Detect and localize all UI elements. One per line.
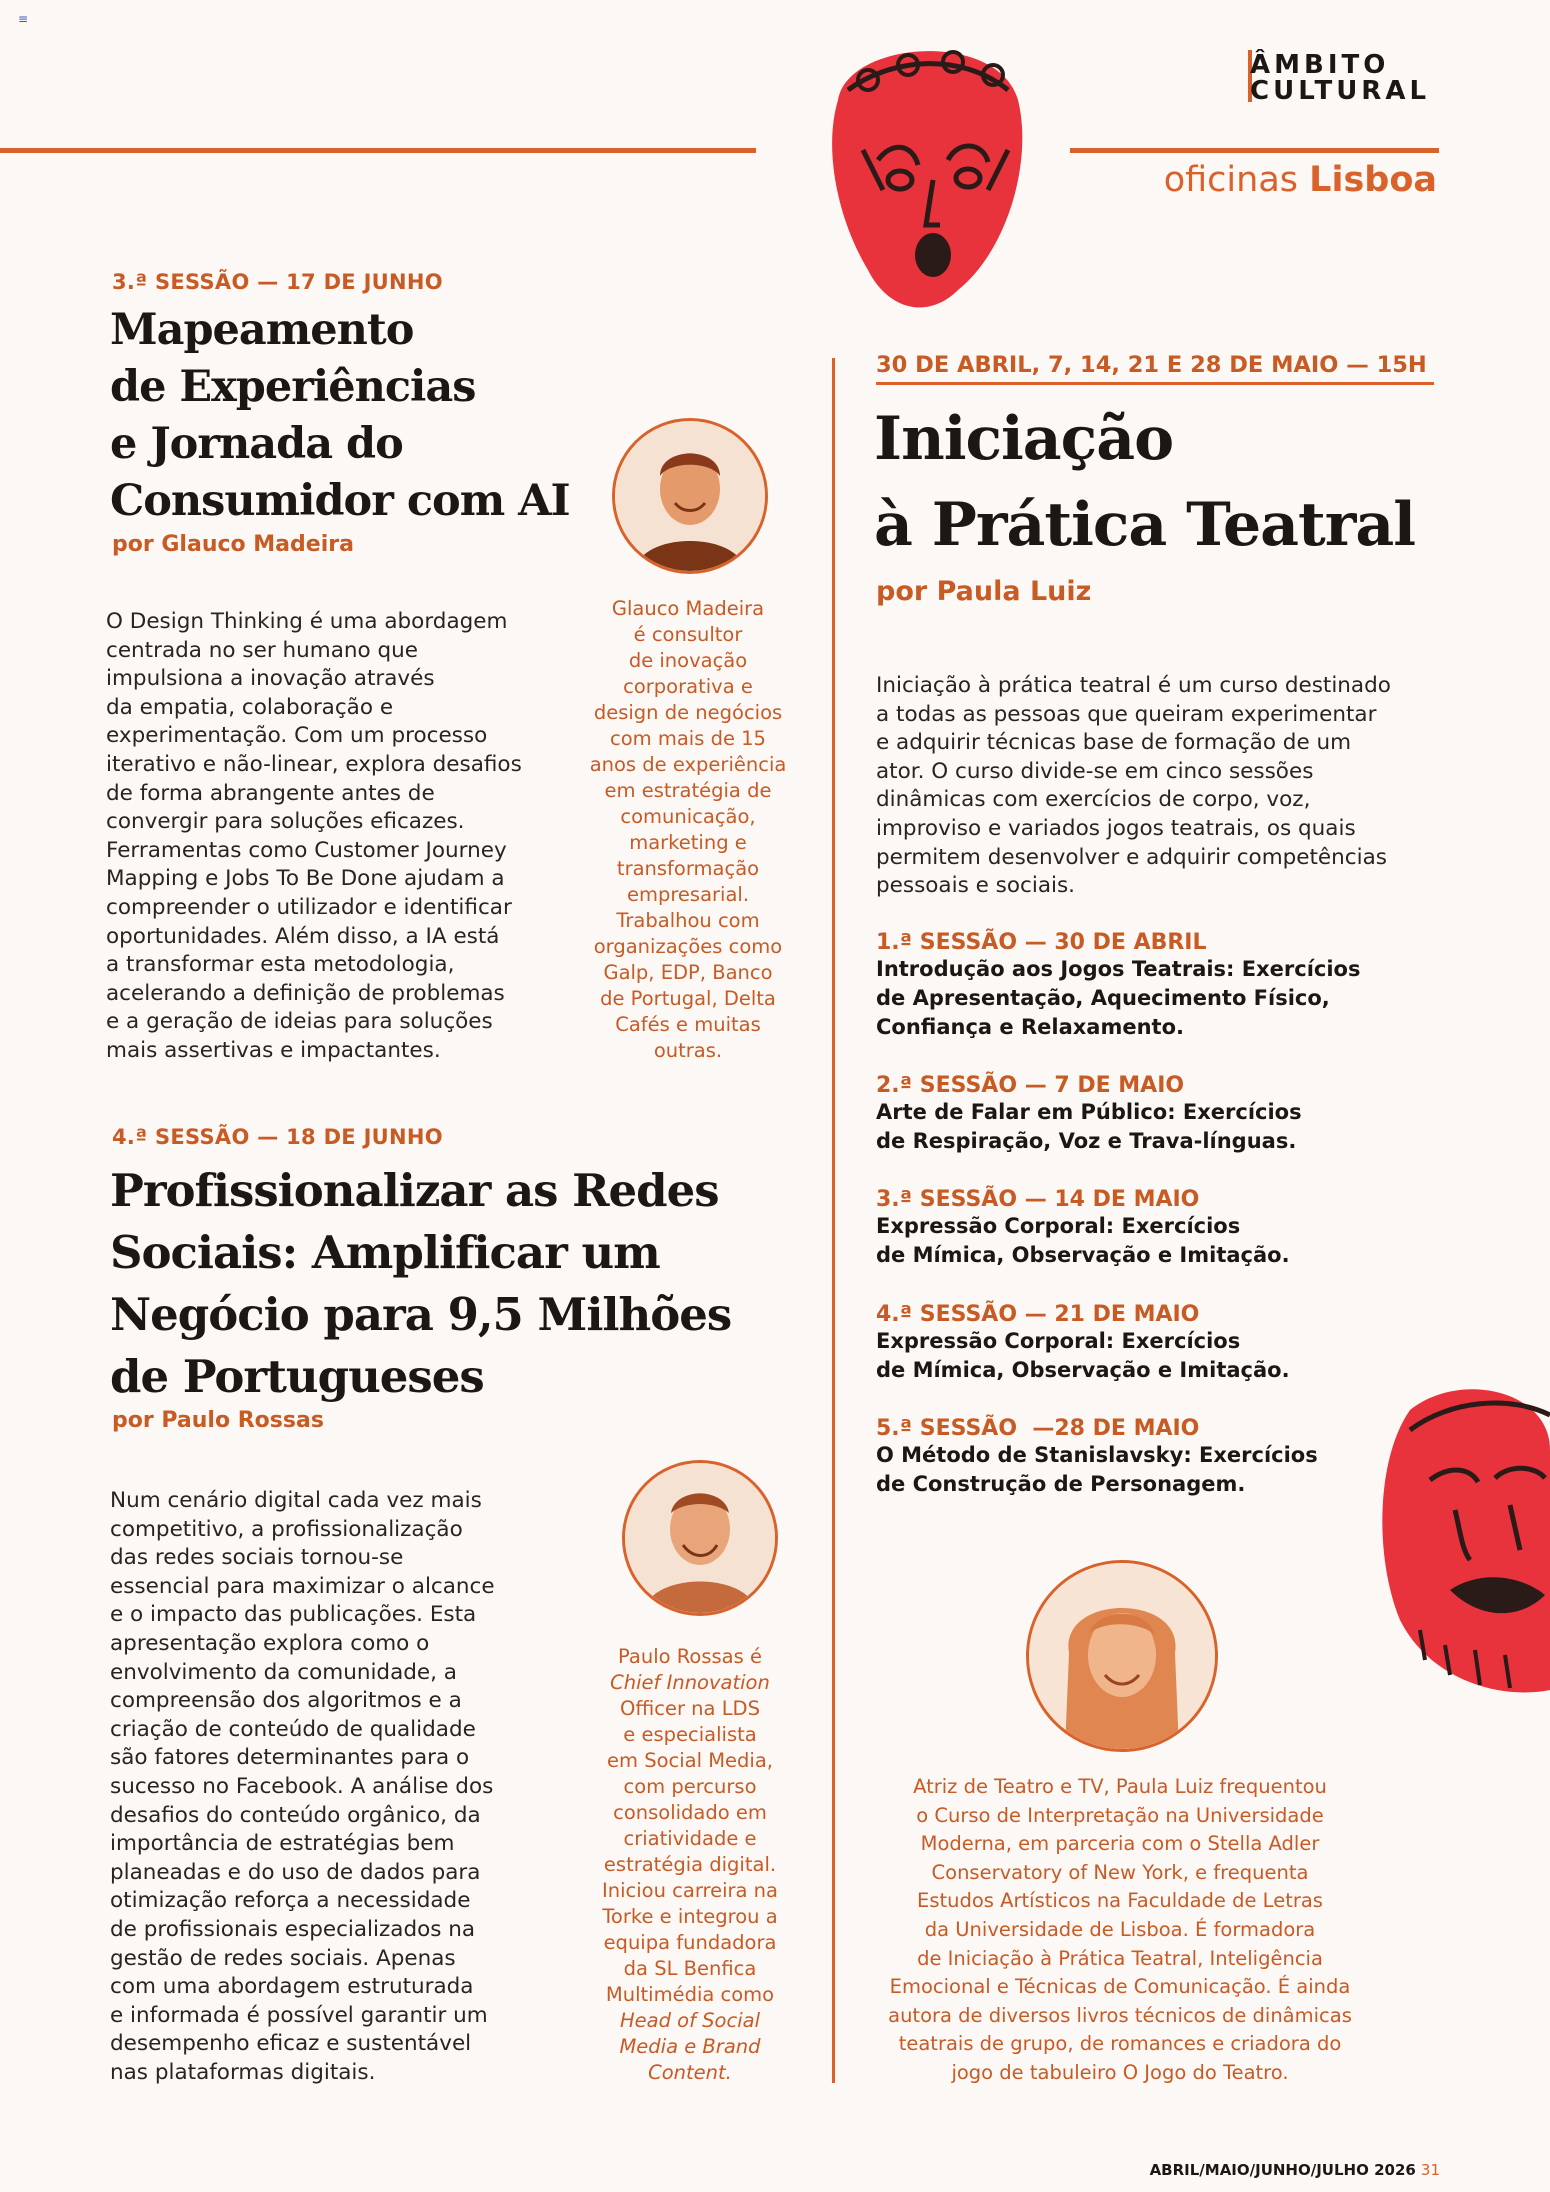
bio-line: Head of Social (620, 2009, 760, 2032)
title-line: de Experiências (110, 362, 476, 412)
body-line: criação de conteúdo de qualidade (110, 1716, 476, 1742)
bio-line: corporativa e (623, 675, 753, 698)
title-line: Consumidor com AI (110, 476, 570, 526)
bio-line: estratégia digital. (603, 1853, 777, 1876)
top-rule-right (1070, 148, 1439, 153)
bio-line: criatividade e (623, 1827, 757, 1850)
session-3-label: 3.ª SESSÃO — 17 DE JUNHO (112, 270, 443, 294)
bio-line: Glauco Madeira (611, 597, 765, 620)
intro-line: pessoais e sociais. (876, 873, 1076, 899)
body-line: oportunidades. Além disso, a IA está (106, 923, 500, 949)
body-line: de profissionais especializados na (110, 1916, 476, 1942)
bio-line: consolidado em (613, 1801, 767, 1824)
bio-line: Officer na LDS (620, 1697, 760, 1720)
bio-line: da SL Benfica (623, 1957, 757, 1980)
body-line: otimização reforça a necessidade (110, 1888, 471, 1914)
logo-line-2: CULTURAL (1250, 76, 1431, 106)
intro-line: ator. O curso divide-se em cinco sessões (876, 758, 1314, 784)
course-dates: 30 DE ABRIL, 7, 14, 21 E 28 DE MAIO — 15H (876, 352, 1427, 378)
body-line: experimentação. Com um processo (106, 723, 488, 749)
title-line: Mapeamento (110, 305, 414, 355)
intro-line: Iniciação à prática teatral é um curso destinado (876, 673, 1391, 698)
bio-line: com mais de 15 (610, 727, 766, 750)
title-line: Negócio para 9,5 Milhões (110, 1288, 732, 1341)
bio-line: Moderna, em parceria com o Stella Adler (920, 1832, 1320, 1856)
body-line: centrada no ser humano que (106, 637, 418, 663)
body-line: e informada é possível garantir um (110, 2002, 488, 2028)
body-line: importância de estratégias bem (110, 1831, 455, 1857)
body-line: nas plataformas digitais. (110, 2059, 376, 2085)
body-line: com uma abordagem estruturada (110, 1974, 474, 2000)
session-desc: Expressão Corporal: Exercícios (876, 1329, 1241, 1353)
session-desc: de Respiração, Voz e Trava-línguas. (876, 1129, 1297, 1153)
session-3-author: por Glauco Madeira (112, 532, 354, 557)
corner-mark: ≡ (18, 12, 29, 26)
bio-line: organizações como (593, 935, 783, 958)
bio-line: marketing e (629, 831, 747, 854)
session-desc: de Mímica, Observação e Imitação. (876, 1358, 1290, 1382)
section-word: oficinas (1163, 160, 1298, 200)
bio-line: outras. (653, 1039, 723, 1062)
title-line: à Prática Teatral (874, 490, 1415, 560)
intro-line: permitem desenvolver e adquirir competências (876, 844, 1387, 870)
session-4-body (110, 1487, 495, 2087)
bio-line: Emocional e Técnicas de Comunicação. É ainda (889, 1975, 1351, 1999)
dates-underline (876, 382, 1434, 385)
course-intro (876, 672, 1391, 901)
body-line: impulsiona a inovação através (106, 666, 435, 692)
body-line: desafios do conteúdo orgânico, da (110, 1802, 481, 1828)
course-title (874, 396, 1415, 568)
bio-line: é consultor (633, 623, 743, 646)
session-label: 5.ª SESSÃO —28 DE MAIO (876, 1416, 1200, 1441)
session-item-4 (876, 1302, 1290, 1385)
bio-line: Cafés e muitas (615, 1013, 761, 1036)
session-item-5 (876, 1416, 1318, 1499)
session-item-1 (876, 930, 1360, 1042)
session-item-3 (876, 1187, 1290, 1270)
body-line: mais assertivas e impactantes. (106, 1037, 441, 1063)
session-desc: Arte de Falar em Público: Exercícios (876, 1100, 1302, 1124)
bio-line: Media e Brand (619, 2035, 761, 2058)
session-desc: de Construção de Personagem. (876, 1472, 1246, 1496)
bio-line: transformação (616, 857, 760, 880)
bio-line: de inovação (628, 649, 748, 672)
body-line: são fatores determinantes para o (110, 1745, 470, 1771)
session-desc: de Apresentação, Aquecimento Físico, (876, 986, 1330, 1010)
bio-line: design de negócios (593, 701, 783, 724)
body-line: Mapping e Jobs To Be Done ajudam a (106, 866, 505, 892)
avatar-paula (1026, 1560, 1218, 1752)
session-4-label: 4.ª SESSÃO — 18 DE JUNHO (112, 1125, 443, 1149)
body-line: das redes sociais tornou-se (110, 1545, 404, 1571)
body-line: sucesso no Facebook. A análise dos (110, 1773, 494, 1799)
session-desc: Confiança e Relaxamento. (876, 1015, 1184, 1039)
bio-line: de Portugal, Delta (600, 987, 776, 1010)
body-line: essencial para maximizar o alcance (110, 1573, 495, 1599)
paulo-bio (580, 1644, 800, 2086)
session-desc: Expressão Corporal: Exercícios (876, 1214, 1241, 1238)
body-line: de forma abrangente antes de (106, 780, 435, 806)
bio-line: empresarial. (626, 883, 750, 906)
bio-line: de Iniciação à Prática Teatral, Inteligência (917, 1946, 1323, 1970)
title-line: Iniciação (874, 404, 1174, 474)
footer (1150, 2160, 1440, 2179)
body-line: envolvimento da comunidade, a (110, 1659, 457, 1685)
body-line: compreensão dos algoritmos e a (110, 1688, 462, 1714)
theatre-mask-icon (1370, 1370, 1550, 1700)
avatar-paulo (622, 1460, 778, 1616)
bio-line: Chief Innovation (610, 1671, 770, 1694)
session-label: 2.ª SESSÃO — 7 DE MAIO (876, 1073, 1185, 1098)
glauco-bio (578, 596, 798, 1064)
bio-line: em Social Media, (607, 1749, 773, 1772)
intro-line: improviso e variados jogos teatrais, os quais (876, 815, 1356, 841)
title-line: Profissionalizar as Redes (110, 1164, 719, 1217)
body-line: e o impacto das publicações. Esta (110, 1602, 477, 1628)
session-label: 3.ª SESSÃO — 14 DE MAIO (876, 1187, 1200, 1212)
intro-line: dinâmicas com exercícios de corpo, voz, (876, 787, 1311, 813)
section-city: Lisboa (1309, 160, 1437, 200)
column-divider (832, 358, 835, 2083)
top-rule-left (0, 148, 756, 153)
bio-line: jogo de tabuleiro O Jogo do Teatro. (951, 2060, 1289, 2084)
intro-line: e adquirir técnicas base de formação de um (876, 730, 1352, 756)
title-line: de Portugueses (110, 1350, 484, 1403)
title-line: Sociais: Amplificar um (110, 1226, 660, 1279)
title-line: e Jornada do (110, 419, 403, 469)
session-4-author: por Paulo Rossas (112, 1408, 324, 1433)
body-line: O Design Thinking é uma abordagem (106, 609, 508, 634)
bio-line: Estudos Artísticos na Faculdade de Letras (917, 1889, 1323, 1913)
bio-line: Multimédia como (605, 1983, 775, 2006)
body-line: desempenho eficaz e sustentável (110, 2031, 472, 2057)
session-4-title (110, 1160, 731, 1408)
session-desc: Introdução aos Jogos Teatrais: Exercícios (876, 957, 1361, 981)
bio-line: teatrais de grupo, de romances e criadora do (898, 2032, 1342, 2056)
bio-line: em estratégia de (604, 779, 772, 802)
body-line: convergir para soluções eficazes. (106, 809, 465, 835)
bio-line: Atriz de Teatro e TV, Paula Luiz frequentou (913, 1775, 1327, 1798)
body-line: Ferramentas como Customer Journey (106, 837, 507, 863)
bio-line: da Universidade de Lisboa. É formadora (924, 1917, 1316, 1941)
course-author: por Paula Luiz (876, 576, 1092, 607)
session-3-title (110, 302, 570, 530)
section-header (1164, 160, 1437, 200)
body-line: iterativo e não-linear, explora desafios (106, 751, 522, 777)
session-label: 1.ª SESSÃO — 30 DE ABRIL (876, 930, 1207, 955)
body-line: planeadas e do uso de dados para (110, 1859, 481, 1885)
body-line: Num cenário digital cada vez mais (110, 1488, 482, 1513)
bio-line: anos de experiência (589, 753, 787, 776)
avatar-glauco (612, 418, 768, 574)
bio-line: equipa fundadora (603, 1931, 777, 1954)
body-line: apresentação explora como o (110, 1630, 430, 1656)
bio-line: comunicação, (620, 805, 756, 828)
body-line: competitivo, a profissionalização (110, 1516, 463, 1542)
page-number: 31 (1420, 2161, 1440, 2179)
body-line: acelerando a definição de problemas (106, 980, 505, 1006)
session-label: 4.ª SESSÃO — 21 DE MAIO (876, 1302, 1200, 1327)
bio-line: Trabalhou com (616, 909, 760, 932)
session-desc: O Método de Stanislavsky: Exercícios (876, 1443, 1318, 1467)
logo-line-1: ÂMBITO (1250, 50, 1390, 80)
paula-bio (860, 1773, 1380, 2088)
bio-line: Iniciou carreira na (602, 1879, 778, 1902)
body-line: gestão de redes sociais. Apenas (110, 1945, 456, 1971)
bio-line: Galp, EDP, Banco (603, 961, 773, 984)
body-line: e a geração de ideias para soluções (106, 1009, 493, 1035)
bio-line: autora de diversos livros técnicos de dinâmicas (888, 2003, 1352, 2027)
footer-issue: ABRIL/MAIO/JUNHO/JULHO 2026 (1149, 2161, 1416, 2179)
bio-line: Conservatory of New York, e frequenta (931, 1860, 1309, 1884)
bio-line: Paulo Rossas é (618, 1645, 762, 1668)
bio-line: Torke e integrou a (602, 1905, 778, 1928)
bio-line: o Curso de Interpretação na Universidade (916, 1803, 1324, 1827)
intro-line: a todas as pessoas que queiram experimentar (876, 701, 1377, 727)
bio-line: e especialista (623, 1723, 757, 1746)
session-desc: de Mímica, Observação e Imitação. (876, 1243, 1290, 1267)
session-3-body (106, 608, 522, 1066)
session-item-2 (876, 1073, 1302, 1156)
body-line: a transformar esta metodologia, (106, 952, 455, 978)
body-line: da empatia, colaboração e (106, 694, 394, 720)
theatre-mask-icon (808, 20, 1038, 320)
bio-line: Content. (648, 2061, 732, 2084)
body-line: compreender o utilizador e identificar (106, 894, 512, 920)
bio-line: com percurso (623, 1775, 757, 1798)
